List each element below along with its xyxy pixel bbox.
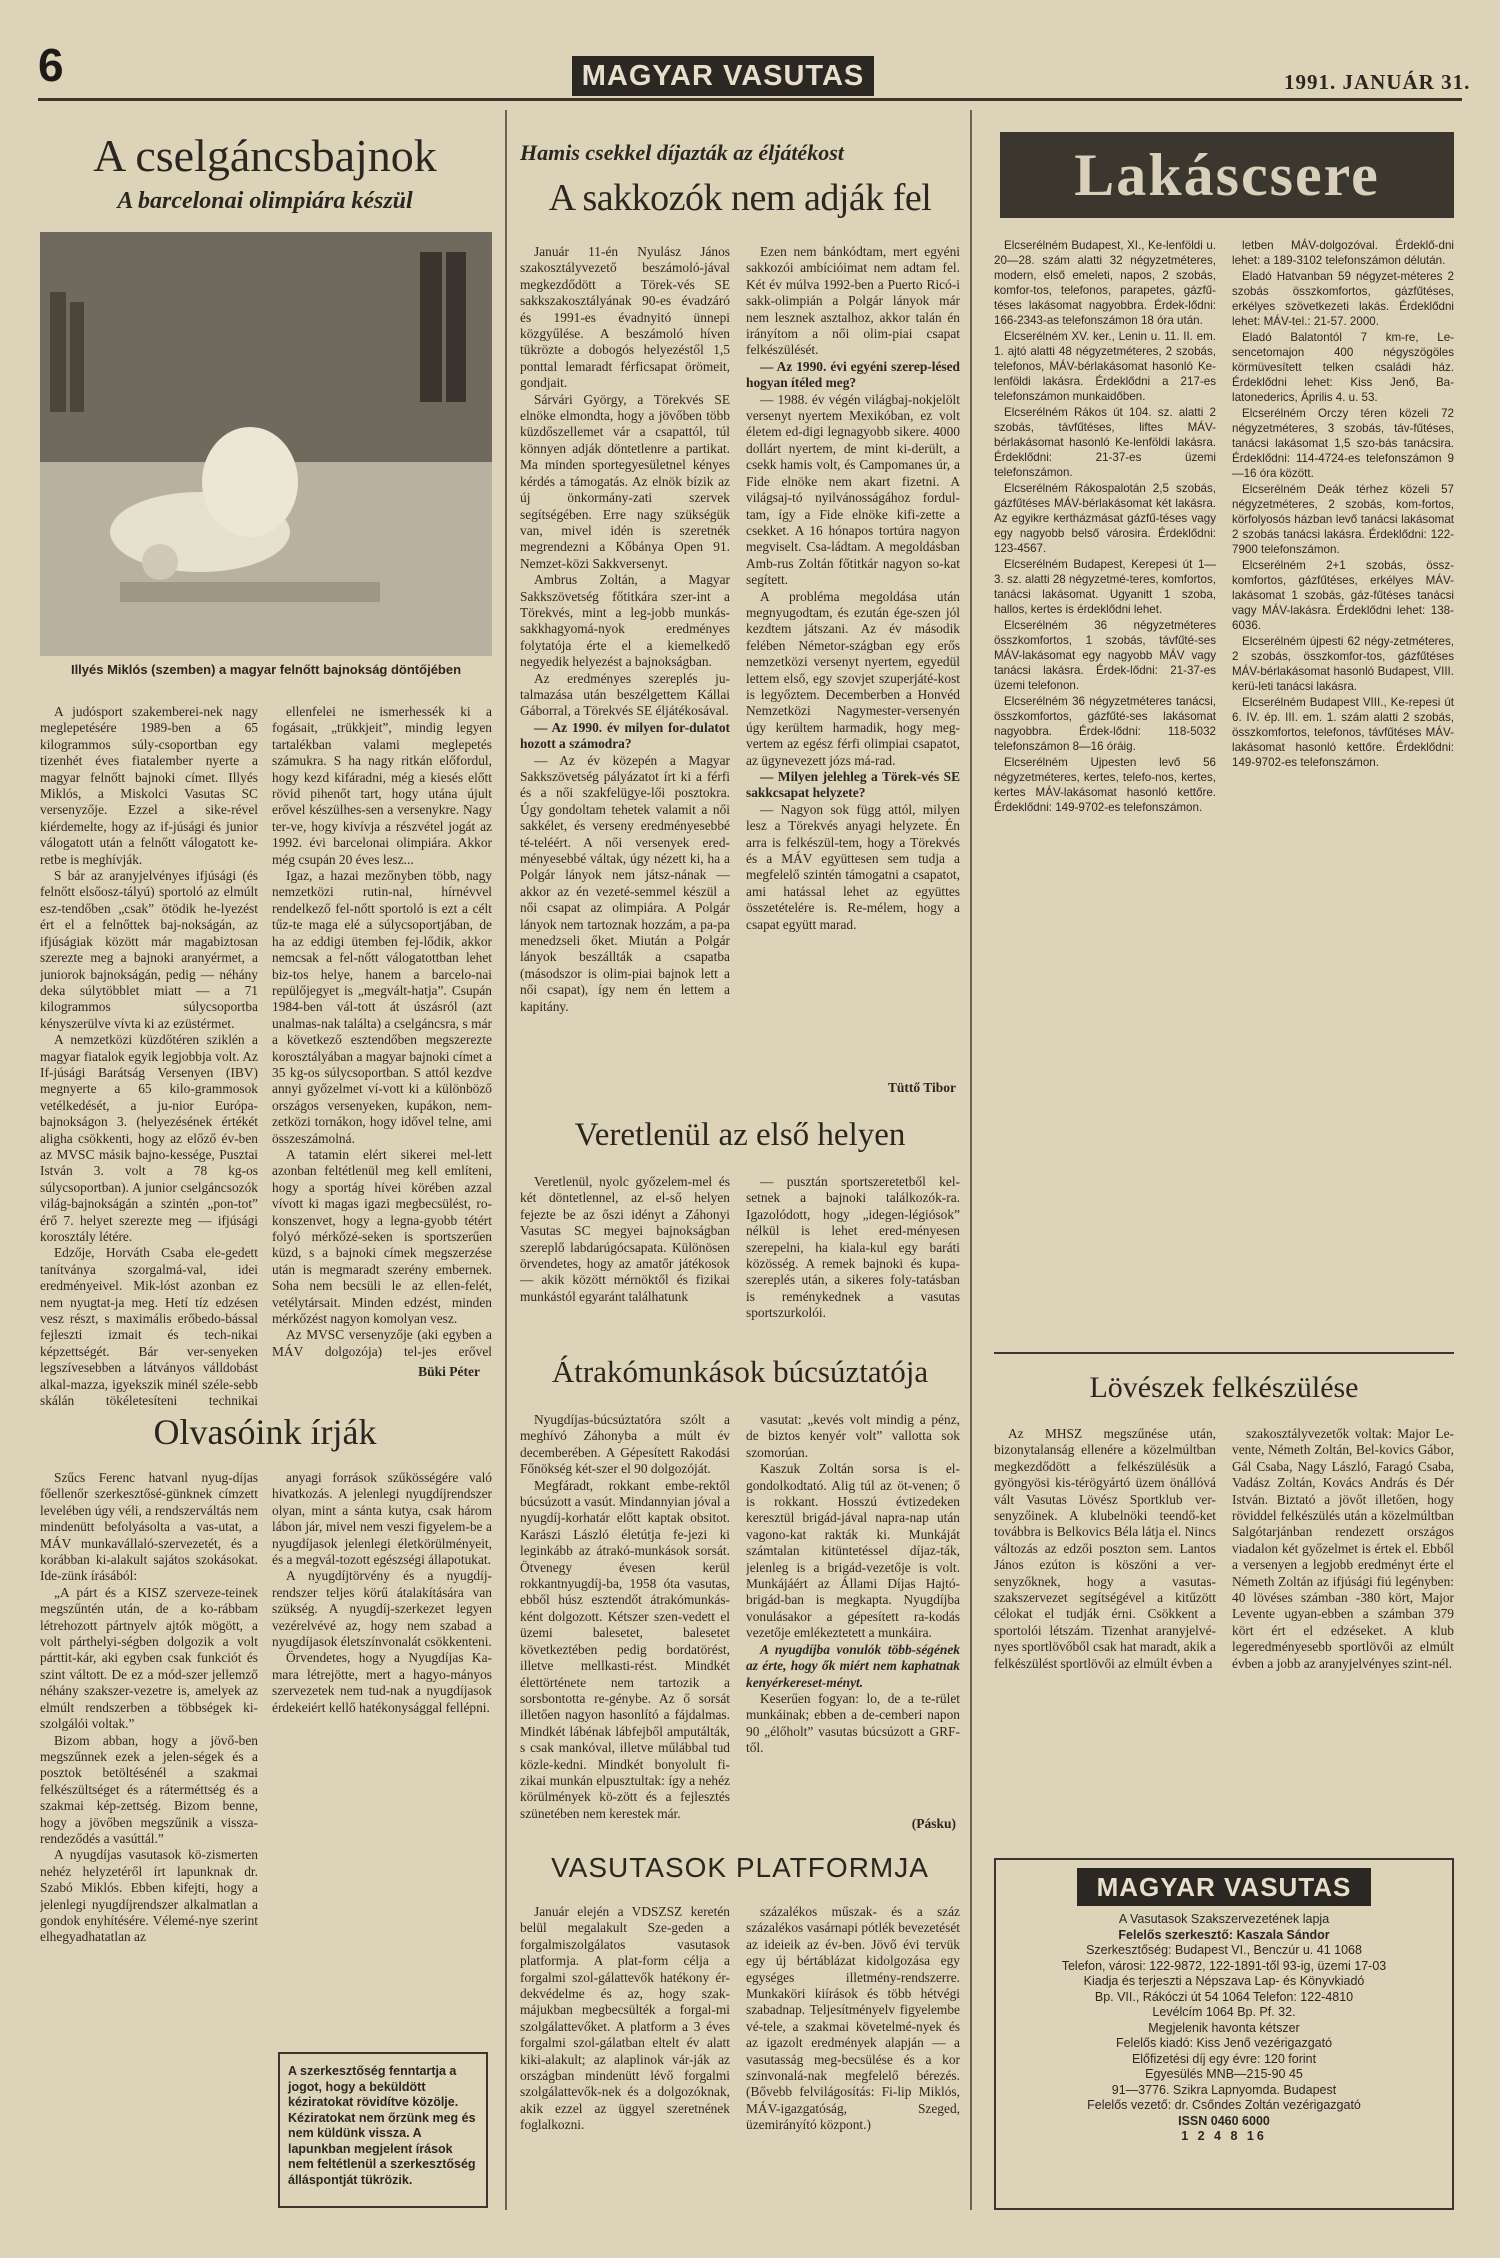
classified-ad: Elcserélném Budapest, XI., Ke-lenföldi u. 20—28. szám alatti 32 négyzetméteres, modern, első emeleti, napos, 2 szobás, komfor-tos, telefonos, parapetes, gázfű-téses lakásomat nagyobbra. Érdek-lődni: 166-2343-as telefonszámon 18 óra után. xyxy=(994,239,1216,327)
classified-ad: Elcserélném Budapest VIII., Ke-repesi út 6. IV. ép. III. em. 1. szám alatti 2 szobás, összkomfortos, telefonos, távfűtéses MÁV-lakásomat hasonló kettőre. Érdeklődni: 149-9702-es telefonszámon. xyxy=(1232,696,1454,769)
question: — Az 1990. évi egyéni szerep-lésed hogyan ítéled meg? xyxy=(746,358,960,391)
colophon-line: Levélcím 1064 Bp. Pf. 32. xyxy=(1152,2005,1296,2019)
article-title: A sakkozók nem adják fel xyxy=(548,177,932,219)
colophon-line: Előfizetési díj egy évre: 120 forint xyxy=(1131,2051,1317,2066)
paragraph: — pusztán sportszeretetből kel-setnek a bajnoki találkozók-ra. Igazolódott, hogy „idegen-légiósok” nélkül is lehet ered-ményesen szerepelni, ha kiala-kul egy baráti közösség. A remek bajnoki és kupa-szereplés után, a sikeres foly-tatásban is reménykednek a vasutas sportszurkolói. xyxy=(746,1174,960,1321)
shooters-column-2 xyxy=(1232,1426,1454,1834)
paragraph: A nyugdíjba vonulók több-ségének az érte, hogy ők miért nem kaphatnak kenyérkereset-ményt. xyxy=(746,1641,960,1690)
paragraph: Január 11-én Nyulász János szakosztályvezető beszámoló-jával megkezdődött a Törek-vés SE sakkszakosztályának 90-es évadzáró és 1991-es évadnyitó ünnepi közgyűlése. A beszámoló híven tükrözte a dobogós helyezéstől 1,5 ponttal lemaradt férficsapat örömeit, gondjait. xyxy=(520,244,730,391)
photo-caption: Illyés Miklós (szemben) a magyar felnőtt bajnokság döntőjében xyxy=(70,662,462,677)
transfer-column-2 xyxy=(746,1412,960,1812)
colophon-line: Egyesülés MNB—215-90 45 xyxy=(1145,2067,1303,2081)
paragraph: Szűcs Ferenc hatvanl nyug-díjas főellenőr szerkesztősé-günknek címzett levelében úgy véli, a rendszerváltás nem mindenütt befolyásolta a vas-utat, a MÁV munkavállaló-szervezetét, és a korábban ki-alakult sajátos szokásokat. Ide-zünk írásából: xyxy=(40,1470,258,1584)
colophon-line: Felelős vezető: dr. Csőndes Zoltán vezérigazgató xyxy=(1087,2098,1361,2112)
classified-ad: Eladó Balatontól 7 km-re, Le-sencetomajon 400 négyszögöles körmüvesített telken családi ház. Érdeklődni lehet: Kiss Jenő, Ba-latonederics, Április 4. u. 53. xyxy=(1232,331,1454,404)
paragraph: A probléma megoldása után megnyugodtam, és ezután ége-szen jól kezdtem játszani. Az év második felében Németor-szágban egy erős nemzetközi versenyt nyertem, egyedül lettem első, egy szovjet szuperjáté-kost is legyőztem. Decemberben a Honvéd Nemzetközi Nagymester-versenyén úgy kerültem harmadik, hogy meg-vertem az egész férfi olimpiai csapatot, az ügynevezett józs má-rad. xyxy=(746,588,960,768)
colophon-line: Telefon, városi: 122-9872, 122-1891-től 93-ig, üzemi 17-03 xyxy=(1061,1958,1387,1973)
transfer-column-1 xyxy=(520,1412,730,1840)
readers-title: Olvasóink írják xyxy=(153,1412,377,1452)
classified-ad: Elcserélném Ujpesten levő 56 négyzetméteres, kertes, telefo-nos, kertes, kertes MÁV-lakásomat hasonló kettőre. Érdeklődni: 149-9702-es telefonszámon. xyxy=(994,756,1216,814)
unbeaten-column-2 xyxy=(746,1174,960,1344)
paragraph: A nyugdíjas vasutasok kö-zismerten nehéz helyzetéről írt lapunknak dr. Szabó Miklós. Ebben kifejti, hogy a jelenlegi nyugdíjrendszer alkalmatlan a gondok enyhítésére. Vélemé-nye szerint elhegyadhatatlan az xyxy=(40,1847,258,1945)
paragraph: A nemzetközi küzdőtéren sziklén a magyar fiatalok egyik legjobbja volt. Az If-júsági Barátság Versenyen (IBV) megnyerte a 65 kilo-grammosok vetélkedését, a ju-nior Európa-bajnokságon 3. (helyezésének értékét aligha csökkenti, hogy az előző év-ben az MVSC másik bajno-kessége, Pusztai István 3. volt a 78 kg-os súlycsoportban). A junior cselgáncsozók világ-bajnokságán a szintén „pon-tot” érő 7. helyet szerezte meg — ifjúsági korosztály létére. xyxy=(40,1032,258,1244)
paragraph: Az MVSC versenyzője (aki egyben a MÁV dolgozója) tel-jes erővel xyxy=(272,1327,492,1359)
unbeaten-column-1 xyxy=(520,1174,730,1344)
article-subtitle: A barcelonai olimpiára készül xyxy=(117,188,413,215)
paragraph: Bizom abban, hogy a jövő-ben megszűnnek ezek a jelen-ségek és a posztok betöltésénél a szakmai felkészültséget és a ráterméttség és a szakmai kép-zettség. Bizom benne, hogy a jövőben megszűnik a vissza-rendeződés a vasúttál.” xyxy=(40,1732,258,1846)
shooters-title: Lövészek felkészülése xyxy=(1089,1371,1359,1404)
colophon-line: ISSN 0460 6000 xyxy=(1178,2113,1270,2128)
masthead-rule xyxy=(38,98,1462,101)
transfer-title: Átrakómunkások búcsúztatója xyxy=(551,1354,929,1389)
classified-ad: Elcserélném Orczy téren közeli 72 négyzetméteres, 3 szobás, táv-fűtéses, tanácsi lakásomat 1,5 szo-bás tanácsira. Érdeklődni: 114-4724-es telefonszámon 9—16 óra között. xyxy=(1232,407,1454,480)
judo-photo-image xyxy=(40,232,492,656)
paragraph: Ambrus Zoltán, a Magyar Sakkszövetség főtitkára szer-int a Törekvés, mint a leg-jobb munkás-sakkhagyomá-nyok eredményes folytatója érte el a kiemelkedő negyedik helyezést a bajnokságban. xyxy=(520,572,730,670)
section-rule xyxy=(994,1352,1454,1354)
colophon-line: Felelős kiadó: Kiss Jenő vezérigazgató xyxy=(1115,2036,1333,2050)
housing-column-2 xyxy=(1232,238,1454,1342)
chess-column-1 xyxy=(520,244,730,1108)
article-signature: Büki Péter xyxy=(418,1364,480,1379)
classified-ad: Elcserélném Rákos út 104. sz. alatti 2 szobás, távfűtéses, liftes MÁV-bérlakásomat hasonló Ke-lenföldi lakásra. Érdeklődni: 21-37-es üzemi telefonszámon. xyxy=(994,406,1216,479)
paragraph: Ezen nem bánkódtam, mert egyéni sakkozói ambícióimat nem adtam fel. Két év múlva 1992-ben a Puerto Ricó-i sakk-olimpián a Polgár lányok már nem lesznek asztalhoz, akkor talán én irányítom a női olim-piai csapat felkészülését. xyxy=(746,244,960,358)
colophon-box xyxy=(994,1858,1454,2210)
paragraph: Megfáradt, rokkant embe-rektől búcsúzott a vasút. Mindannyian jóval a nyugdíj-korhatár előtt kaptak obsitot. Karászi László életútja fe-jezi ki leginkább az átrakó-munkások sorsát. Ötvenegy évesen kerül rokkantnyugdíj-ba, 1958 óta vasutas, ebből húsz esztendőt átrakómunkás-ként dolgozott. Kétszer szen-vedett el üzemi balesetet, balesetet következtében pedig bordatörést, illetve mellkasti-rést. Mindkét élettörténete nem tartozik a sorsbontotta re-génybe. Az ő sorsát illetően nagyon hasonlító a fájdalmas. Mindkét lábénak lábfejből amputálták, s csak mankóval, illetve műlábbal tud közle-kedni. Mindkét bonyolult fi-zikai munkán elpusztultak: így a nehéz körülmények kö-zött és a fejlesztés szünetében nem kerestek már. xyxy=(520,1477,730,1821)
issue-date: 1991. JANUÁR 31. xyxy=(1284,70,1471,94)
paragraph: vasutat: „kevés volt mindig a pénz, de biztos kenyér volt” vallotta sok szomorúan. xyxy=(746,1412,960,1460)
readers-column-2 xyxy=(272,1470,492,2010)
classified-ad: Elcserélném 2+1 szobás, össz-komfortos, gázfűtéses, erkélyes MÁV-lakásomat 1 szobás, gáz-fűtéses tanácsi vagy MÁV-lakásra. Érdeklődni lehet: 138-6036. xyxy=(1232,559,1454,632)
classified-ad: Elcserélném 36 négyzetméteres tanácsi, összkomfortos, gázfűté-ses lakásomat nagyobbra. Érdek-lődni: 118-5032 telefonszámon 8—16 óráig. xyxy=(994,695,1216,753)
paragraph: anyagi források szűkösségére való hivatkozás. A jelenlegi nyugdíjrendszer olyan, mint a sánta kutya, csak három lábon jár, mivel nem veszi figyelem-be a nyugdíjasok jelenlegi életkörülményeit, és a megvál-tozott egészségi állapotukat. xyxy=(272,1470,492,1568)
housing-column-1 xyxy=(994,238,1216,1342)
colophon-line: 91—3776. Szikra Lapnyomda. Budapest xyxy=(1111,2082,1337,2097)
article-signature: Tüttő Tibor xyxy=(887,1080,956,1095)
housing-banner: Lakáscsere xyxy=(1000,132,1454,218)
page-number: 6 xyxy=(38,39,64,91)
question: — Az 1990. év milyen for-dulatot hozott a számodra? xyxy=(520,719,730,752)
colophon-line: Szerkesztőség: Budapest VI., Benczúr u. 41 1068 xyxy=(1086,1943,1362,1957)
paragraph: A judósport szakemberei-nek nagy meglepetésére 1989-ben a 65 kilogrammos súly-csoportban egy tizenhét éves fiatalember nyerte a magyar felnőtt bajnoki címet. Illyés Miklós, a Miskolci Vasutas SC versenyzője. Ezzel a sike-rével kiérdemelte, hogy az if-júsági és junior válogatott után a felnőtt válogatott ke-retbe is meghívják. xyxy=(40,704,258,867)
platform-column-1 xyxy=(520,1904,730,2210)
paragraph: — 1988. év végén világbaj-nokjelölt versenyt nyertem Mexikóban, ez volt életem ed-digi legnagyobb sikere. 4000 dollárt nyertem, de mint ki-derült, a csekk hamis volt, és Campomanes úr, a Fide elnöke nem akart fizetni. A világsaj-tó nyilvánosságához fordul-tam, így a Fide elnöke kifi-zette a csekket. A 16 hónapos tortúra nagyon megviselt. Csa-ládtam. A megoldásban Amb-rus Zoltán főtitkár nagyon so-kat segített. xyxy=(746,391,960,588)
masthead-logo: MAGYAR VASUTAS xyxy=(572,56,874,96)
judo-photo xyxy=(40,232,492,656)
shooters-column-1 xyxy=(994,1426,1216,1834)
article-kicker: Hamis csekkel díjazták az éljátékost xyxy=(520,140,844,165)
paragraph: Veretlenül, nyolc győzelem-mel és két döntetlennel, az el-ső helyen fejezte be az őszi idényt a Záhonyi Vasutas SC megyei bajnokságban szereplő labdarúgócsapata. Különösen örvendetes, hogy az amatőr játékosok — akik között mérnöktől és fizikai munkástól egyaránt találhatunk xyxy=(520,1174,730,1304)
judo-column-2 xyxy=(272,704,492,1360)
column-divider xyxy=(505,110,507,2210)
paragraph: A nyugdíjtörvény és a nyugdíj-rendszer teljes körű átalakítására van szükség. A nyugdíj-szerkezet legyen vezérelvévé az, hogy nem szabad a nyugdíjasok életszínvonalát csökkenteni. xyxy=(272,1568,492,1650)
classified-ad: Elcserélném Rákospalotán 2,5 szobás, gázfűtéses MÁV-bérlakásomat két lakásra. Az egyikre kertházmásat gázfű-téses vagy egy nagyobb belső városira. Érdeklődni: 123-4567. xyxy=(994,482,1216,555)
paragraph: Keserűen fogyan: lo, de a te-rület munkáinak; ebben a de-cemberi napon 90 „élőholt” vasutas búcsúzott a GRF-től. xyxy=(746,1690,960,1756)
paragraph: Az eredményes szereplés ju-talmazása után beszélgettem Kállai Gáborral, a Törekvés SE éljátékosával. xyxy=(520,670,730,719)
judo-column-1 xyxy=(40,704,258,1408)
paragraph: Az MHSZ megszűnése után, bizonytalanság ellenére a közelmúltban megkezdődött a felkészülésük a gyöngyösi kis-térögyártó üzem önállóvá vált Vasutas Lövész Sportklub ver-senyzőinek. A klubelnöki teendő-ket továbbra is Belkovics Béla látja el. Nincs változás az edzői poszton sem. Lantos János ezúton is köszöni a ver-senyzőknek, hogy a vasutas-szakszervezet segítségével a kitűzött célokat el tudják érni. Csökkent a sportolói létszám. Tizenhat aranyjelvé-nyes sportlövőből csak hat maradt, akik a felkészülést sportlövői az elmúlt évben a xyxy=(994,1426,1216,1671)
paragraph: S bár az aranyjelvényes ifjúsági (és felnőtt elsőosz-tályú) sportoló az elmúlt esz-tendőben „csak” ötödik he-lyezést ért el a felnőttek baj-nokságán, az ifjúságiak között már magabiztosan szerezte meg a bajnoki aranyérmet, a juniorok bajnokságán, pedig — néhány deka súlytöbblet miatt — a 71 kilogrammos súlycsoportba kényszerülve vívta ki az ezüstérmet. xyxy=(40,868,258,1031)
unbeaten-title: Veretlenül az első helyen xyxy=(574,1117,906,1153)
platform-title: VASUTASOK PLATFORMJA xyxy=(551,1852,929,1883)
classified-ad: Elcserélném újpesti 62 négy-zetméteres, 2 szobás, összkomfor-tos, gázfűtéses MÁV-bérlakásomat hasonló Budapest, VIII. kerü-leti tanácsi lakásra. xyxy=(1232,635,1454,693)
article-title: A cselgáncsbajnok xyxy=(93,130,437,181)
classified-ad: Elcserélném XV. ker., Lenin u. 11. II. em. 1. ajtó alatti 48 négyzetméteres, 2 szobás, telefonos, MÁV-bérlakásomat hasonló Ke-lenföldi lakásra. Érdeklődni a 217-es telefonszámon munkaidőben. xyxy=(994,330,1216,403)
classified-ad: Elcserélném Budapest, Kerepesi út 1—3. sz. alatti 28 négyzetmé-teres, komfortos, tanácsi lakásomat. Ugyanitt 1 szoba, hallos, kertes is érdeklődni lehet. xyxy=(994,558,1216,616)
paragraph: Január elején a VDSZSZ keretén belül megalakult Sze-geden a forgalmiszolgálatos vasutasok platformja. A plat-form célja a forgalmi szol-gálattevők hatékony ér-dekvédelme és az, hogy szak-májukban megbecsülték a forgal-mi szolgálattevőket. A platform a 3 éves forgalmi szol-gálatban eltelt év alatt kiki-alakult; az alaplinok vár-ják az országban mindenütt lévő forgalmi szolgálattevők-nek és a dolgozóknak, akik ezzel az üggyel szeretnének foglalkozni. xyxy=(520,1904,730,2133)
readers-column-1 xyxy=(40,1470,258,2210)
paragraph: Örvendetes, hogy a Nyugdíjas Ka-mara létrejötte, mert a hagyo-mányos szervezetek nem tud-nak a nyugdíjasok érdekeiért kellő hatékonysággal fellépni. xyxy=(272,1650,492,1715)
platform-column-2 xyxy=(746,1904,960,2210)
judo-article xyxy=(40,132,490,215)
paragraph: A tatamin elért sikerei mel-lett azonban feltétlenül meg kell említeni, hogy a sportág hívei körében azzal vívott ki magas igazi megbecsülést, ro-konszenvet, hogy a legna-gyobb tétért folyó mérkőzé-seken is sportszerűen küzd, s a bajnoki címek megszerzése után is megmaradt szerény embernek. Soha nem becsüli le az ellen-felét, vetélytársait. Minden edzést, minden mérkőzést nagyon komolyan vesz. xyxy=(272,1146,492,1327)
paragraph: — Nagyon sok függ attól, milyen lesz a Törekvés anyagi helyzete. Én arra is felkészül-tem, hogy a Törekvés és a MÁV együttesen sem tudja a megfelelő szintén támogatni a csapatot, ami hatással lehet az együttes összetételére is. Re-mélem, hogy a csapat együtt marad. xyxy=(746,801,960,932)
paragraph: százalékos műszak- és a száz százalékos vasárnapi pótlék bevezetését az ideieik az év-ben. Jövő évi tervük egy új bértáblázat kidolgozása egy egységes illetmény-rendszerre. Munkaköri kiírások és több hétvégi szabadnap. Teljesítményelv figyelembe vé-tele, a szakmai követelmé-nyek és az igazolt eredmények alapján — a vasutasság meg-becsülése és a kor szinvonalá-nak megfelelő bérezés. (Bővebb felvilágosítás: Fi-lip Miklós, MÁV-igazgatóság, Szeged, üzemirányító központ.) xyxy=(746,1904,960,2133)
colophon-line: Kiadja és terjeszti a Népszava Lap- és Könyvkiadó xyxy=(1083,1974,1365,1988)
paragraph: Kaszuk Zoltán sorsa is el-gondolkodtató. Alig túl az öt-venen; ő is rokkant. Hosszú évtizedeken keresztül brigád-jával napra-nap után vagono-kat rakták ki. Munkáját számtalan kitüntetéssel díjaz-ták, jelenleg is a brigád-vezetője is volt. Munkájáért az Állami Díjas Hajtó-brigád-ban is megkapta. Nyugdíjba vonulásakor a gépesített ra-kodás vezetője emlékeztetett a munkáira. xyxy=(746,1461,960,1641)
classified-ad: Elcserélném Deák térhez közeli 57 négyzetméteres, 2 szobás, kom-fortos, körfolyosós házban levő tanácsi lakásomat 2 szobás tanácsi lakásra. Érdeklődni: 122-7900 telefonszámon. xyxy=(1232,483,1454,556)
chess-column-2 xyxy=(746,244,960,1074)
column-divider xyxy=(970,110,972,2210)
classified-ad: Eladó Hatvanban 59 négyzet-méteres 2 szobás összkomfortos, gázfűtéses, erkélyes szövetkezeti lakás. Érdeklődni lehet: MÁV-tel.: 21-57. 2000. xyxy=(1232,270,1454,328)
paragraph: Nyugdíjas-búcsúztatóra szólt a meghívó Záhonyba a múlt év decemberében. A Gépesített Rakodási Főnökség két-szer el 90 dolgozóját. xyxy=(520,1412,730,1477)
question: — Milyen jelehleg a Törek-vés SE sakkcsapat helyzete? xyxy=(746,769,960,801)
paragraph: Igaz, a hazai mezőnyben több, nagy nemzetközi rutin-nal, hírnévvel rendelkező fel-nőtt sportoló is ezt a célt tűz-te maga elé a súlycsoportjában, de ha az eddigi ütemben fej-lődik, akkor nemcsak a fel-nőtt válogatottban lehet biz-tos helye, hanem a barcelo-nai repülőjegyet is „megvált-hatja”. Csupán 1984-ben vál-tott át úszásról (azt unalmas-nak találta) a cselgáncsra, s már a következő esztendőben megszerezte korosztályában a magyar bajnoki címet a 35 kg-os súlycsoportban. S attól kezdve annyi győzelmet ví-vott ki a különböző országos versenyeken, kupákon, nem-zetközi tornákon, hogy idővel telne, ami összeszámolná. xyxy=(272,868,492,1146)
paragraph: Sárvári György, a Törekvés SE elnöke elmondta, hogy a jövőben több küzdőszellemet vár a csapattól, túl könnyen adják döntetlenre a partikat. Ma minden sportegyesületnel kényes kérdés a támogatás. Az elnök bízik az új önkormány-zati szervek segítségében. Erre nagy szükségük van, mivel idén is szeretnék megrendezni a Kőbánya Open 91. Nemzet-közi Sakkversenyt. xyxy=(520,391,730,571)
colophon-line: Felelős szerkesztő: Kaszala Sándor xyxy=(1118,1927,1330,1942)
editorial-notice: A szerkesztőség fenntartja a jogot, hogy a beküldött kéziratokat rövidítve közölje. Kéziratokat nem őrzünk meg és nem küldünk vissza. A lapunkban megjelent írások nem feltétlenül a szerkesztőség álláspontját tükrözik. xyxy=(278,2052,488,2208)
article-signature: (Pásku) xyxy=(911,1816,956,1831)
colophon-line: 1 2 4 8 16 xyxy=(1181,2129,1267,2143)
colophon-line: A Vasutasok Szakszervezetének lapja xyxy=(1118,1912,1330,1926)
paragraph: „A párt és a KISZ szerveze-teinek megszűntén után, de a ko-rábbam létrehozott pártnyelv ajtók mögött, a volt párthelyi-ségben dolgozik a volt párttit-kár, aki egyben csak funkciót és szint váltott. De ez a mód-szer jellemző néhány szakszer-vezetre is, amelyek az elmúlt rendszerben a többségek ki-szolgálói voltak.” xyxy=(40,1584,258,1732)
colophon-text xyxy=(1006,1912,1442,2145)
paragraph: — Az év közepén a Magyar Sakkszövetség pályázatot írt ki a férfi és a női szakfelügye-lői posztokra. Úgy gondoltam tehetek valamit a női sakkélet, és verseny eredményesebbé té-teléért. A női versenyek ered-ményesebbé váltak, úgy nézett ki, ha a Polgár lányok nem játsz-nának — akkor az én vezeté-semmel készül a női csapat az olimpiára. A Polgár lányok nem tartoznak hozzám, a pa-pa menedzseli őket. Miután a Polgár lányok beszállták a csapatba (másodszor is olim-piai bajnok lett a női csapat), így nem én lettem a kapitány. xyxy=(520,752,730,1014)
paragraph: szakosztályvezetők voltak: Major Le-vente, Németh Zoltán, Bel-kovics Gábor, Gál Csaba, Nagy László, Faragó Csaba, Vadász Zoltán, Kovács András és Dér István. Biztató a jövőt illetően, hogy röviddel felkészülés után a közelmúltban Salgótarjánban rendezett országos viadalon két győzelmet is értek el. Ebből a versenyen a legjobb eredményt érte el Németh Zoltán az ifjúsági fiú legényben: 40 lövéses számban -380 kört, Major Levente ugyan-ebben a számban 379 kört ért el edzéseket. A klub legeredményesebb sportlövői az elmúlt évben a jobb az aranyjelvényes szint-nél. xyxy=(1232,1426,1454,1671)
classified-ad: Elcserélném 36 négyzetméteres összkomfortos, 1 szobás, távfűté-ses MÁV-lakásomat egy nagyobb MÁV vagy tanácsi lakásra. Érdek-lődni: 21-37-es üzemi telefonon. xyxy=(994,619,1216,692)
classified-ad: letben MÁV-dolgozóval. Érdeklő-dni lehet: a 189-3102 telefonszámon délután. xyxy=(1232,239,1454,267)
colophon-line: Megjelenik havonta kétszer xyxy=(1148,2020,1300,2035)
colophon-line: Bp. VII., Rákóczi út 54 1064 Telefon: 122-4810 xyxy=(1094,1989,1354,2004)
paragraph: ellenfelei ne ismerhessék ki a fogásait, „trükkjeit”, mindig legyen tartalékban valami meglepetés számukra. S ha nagy ritkán előfordul, hogy kezd kifáradni, még a kiesés előtt rövid pihenőt tart, hogy utána újult erővel készülhes-sen a versenykre. Nagy ter-ve, hogy kivívja a részvétel jogát az 1992. évi barcelonai olimpiára. Akkor még csupán 20 éves lesz... xyxy=(272,704,492,867)
paragraph: Edzője, Horváth Csaba ele-gedett tanítványa szorgalmá-val, idei eredményeivel. Mik-lóst azonban ez nem nyugtat-ja meg. Hetí tíz edzésen vesz részt, s maximális erőbedo-bással fejleszti izmait és tech-nikai képzettségét. Bár ver-senyeken legszívesebben a látványos válldobást alkal-mazza, igyekszik minél széle-sebb skálán tökéletesíteni technikai xyxy=(40,1245,258,1408)
colophon-logo: MAGYAR VASUTAS xyxy=(1077,1868,1371,1906)
